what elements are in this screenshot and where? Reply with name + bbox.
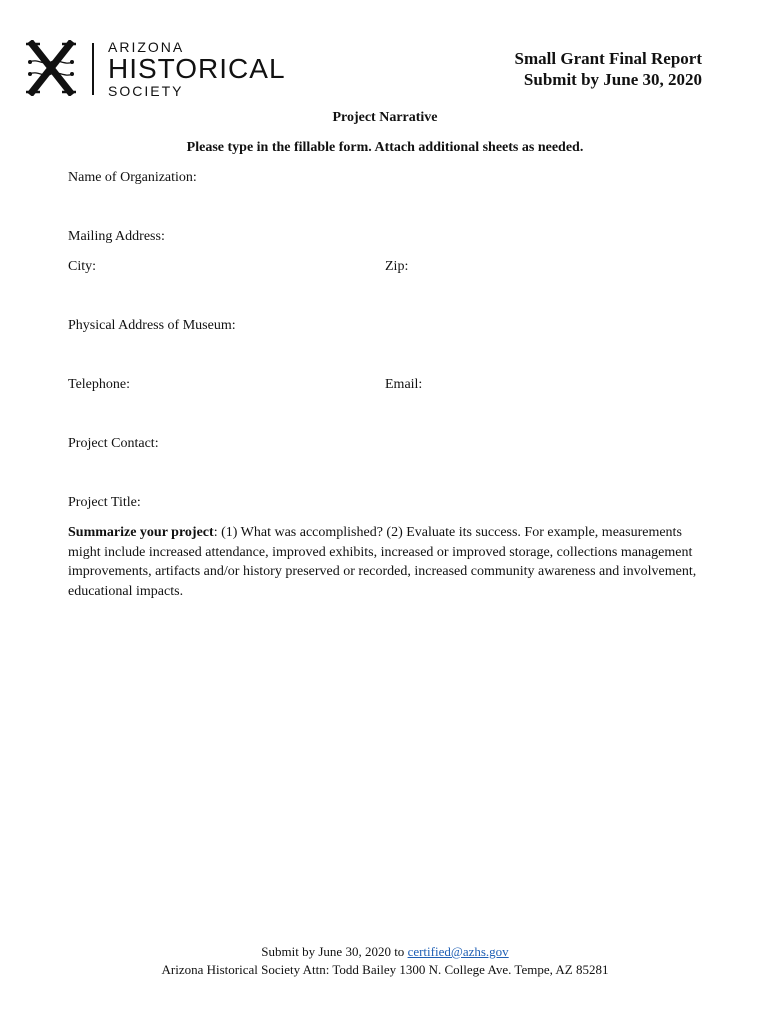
ahs-logo xyxy=(26,40,288,100)
zip-field[interactable] xyxy=(385,259,408,275)
email-label: Email: xyxy=(385,377,423,392)
logo-line-society: SOCIETY xyxy=(108,83,184,99)
organization-label: Name of Organization: xyxy=(68,170,197,185)
project-title-field[interactable] xyxy=(68,495,141,511)
logo-line-historical: HISTORICAL xyxy=(108,53,286,84)
mailing-address-label: Mailing Address: xyxy=(68,229,165,244)
report-deadline: Submit by June 30, 2020 xyxy=(523,70,702,89)
physical-address-field[interactable] xyxy=(68,318,236,334)
city-field[interactable] xyxy=(68,259,96,275)
crossed-x-emblem-icon xyxy=(26,40,76,96)
summary-prompt: : (1) What was accomplished? (2) Evaluate its success. For example, measurements might include increased attendance, improved exhibits, increased or improved storage, collections management improvements, artifacts and/or history preserved or recorded, increased community awareness and involvement, educational impacts. xyxy=(68,525,697,599)
project-title-label: Project Title: xyxy=(68,495,141,510)
summary-label: Summarize your project xyxy=(68,525,214,540)
email-field[interactable] xyxy=(385,377,422,393)
footer-submit-line xyxy=(0,944,770,960)
report-title: Small Grant Final Report xyxy=(514,49,702,68)
telephone-field[interactable] xyxy=(68,377,130,393)
telephone-label: Telephone: xyxy=(68,377,130,392)
physical-address-label: Physical Address of Museum: xyxy=(68,318,236,333)
footer-address: Arizona Historical Society Attn: Todd Bailey 1300 N. College Ave. Tempe, AZ 85281 xyxy=(161,962,609,977)
footer-submit-text: Submit by June 30, 2020 to xyxy=(261,944,408,959)
mailing-address-field[interactable] xyxy=(68,229,165,245)
section-title: Project Narrative xyxy=(332,110,438,125)
logo-wordmark xyxy=(108,40,286,98)
footer-email-link[interactable]: certified@azhs.gov xyxy=(407,944,509,959)
project-contact-field[interactable] xyxy=(68,436,159,452)
logo-divider xyxy=(92,43,94,95)
zip-label: Zip: xyxy=(385,259,409,274)
report-header xyxy=(515,48,702,90)
project-summary-field[interactable] xyxy=(68,523,708,601)
project-contact-label: Project Contact: xyxy=(68,436,159,451)
city-label: City: xyxy=(68,259,97,274)
form-instructions: Please type in the fillable form. Attach additional sheets as needed. xyxy=(186,140,584,155)
logo-line-arizona: ARIZONA xyxy=(108,39,185,55)
organization-field[interactable] xyxy=(68,170,197,186)
